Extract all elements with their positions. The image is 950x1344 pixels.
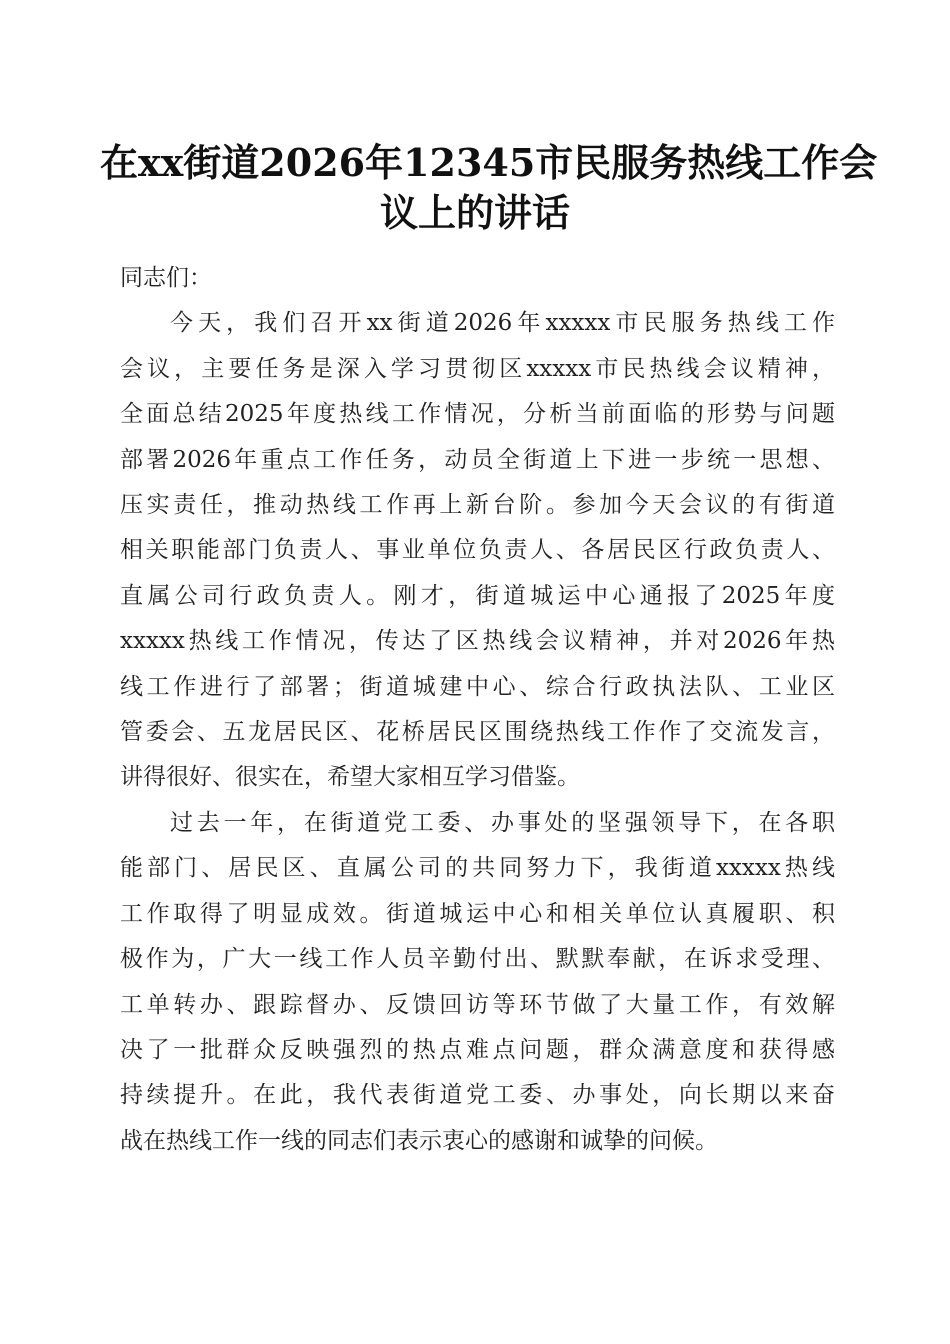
text-line: 持续提升。在此，我代表街道党工委、办事处，向长期以来奋: [120, 1082, 835, 1109]
text-line: 线工作进行了部署；街道城建中心、综合行政执法队、工业区: [120, 673, 835, 700]
text-line: 战在热线工作一线的同志们表示衷心的感谢和诚挚的问候。: [120, 1127, 718, 1154]
text-line: xxxxx热线工作情况，传达了区热线会议精神，并对2026年热: [120, 628, 835, 655]
text-line: 过去一年，在街道党工委、办事处的坚强领导下，在各职: [170, 809, 835, 836]
text-line: 压实责任，推动热线工作再上新台阶。参加今天会议的有街道: [120, 492, 835, 519]
text-line: 会议，主要任务是深入学习贯彻区xxxxx市民热线会议精神，: [120, 355, 835, 382]
text-line: 相关职能部门负责人、事业单位负责人、各居民区行政负责人、: [120, 537, 835, 564]
text-line: 工作取得了明显成效。街道城运中心和相关单位认真履职、积: [120, 900, 835, 927]
title-line-2: 议上的讲话: [379, 190, 570, 235]
text-line: 全面总结2025年度热线工作情况，分析当前面临的形势与问题: [120, 401, 835, 428]
text-line: 能部门、居民区、直属公司的共同努力下，我街道xxxxx热线: [120, 855, 835, 882]
text-line: 工单转办、跟踪督办、反馈回访等环节做了大量工作，有效解: [120, 991, 835, 1018]
text-line: 部署2026年重点工作任务，动员全街道上下进一步统一思想、: [120, 446, 835, 473]
title-line-1: 在xx街道2026年12345市民服务热线工作会: [100, 140, 878, 185]
paragraph-1: [120, 301, 835, 800]
paragraph-2: [120, 801, 835, 1164]
greeting: 同志们：: [120, 265, 212, 291]
text-line: 管委会、五龙居民区、花桥居民区围绕热线工作作了交流发言，: [120, 719, 835, 746]
text-line: 讲得很好、很实在，希望大家相互学习借鉴。: [120, 764, 580, 791]
text-line: 极作为，广大一线工作人员辛勤付出、默默奉献，在诉求受理、: [120, 946, 835, 973]
document-body: [120, 256, 835, 1164]
document-title: [100, 138, 878, 238]
text-line: 决了一批群众反映强烈的热点难点问题，群众满意度和获得感: [120, 1036, 835, 1063]
text-line: 今天，我们召开xx街道2026年xxxxx市民服务热线工作: [170, 310, 835, 337]
text-line: 直属公司行政负责人。刚才，街道城运中心通报了2025年度: [120, 582, 835, 609]
